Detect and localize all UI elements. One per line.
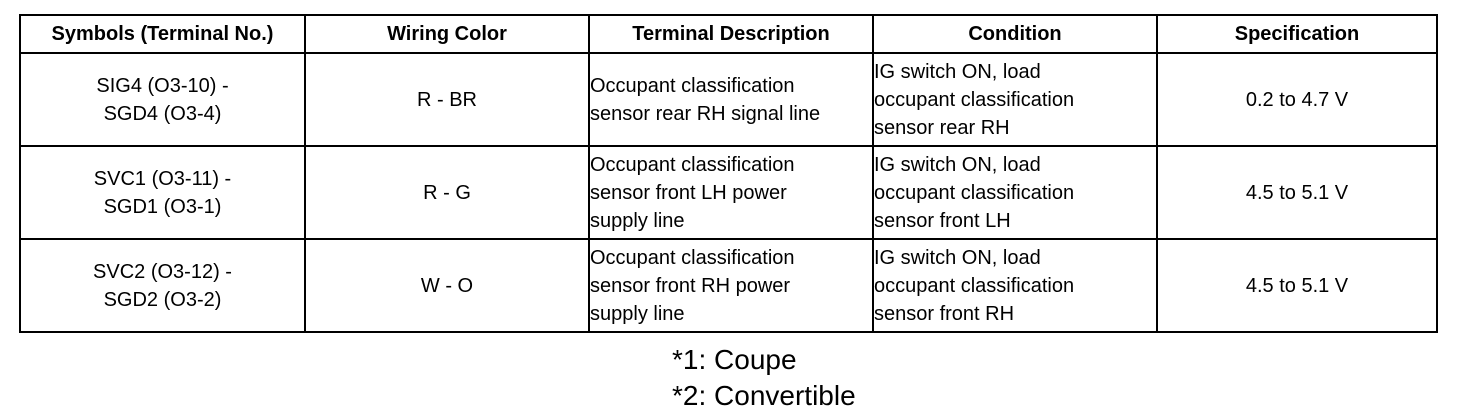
symbols-line: SGD2 (O3-2): [103, 288, 222, 311]
footnote-coupe: *1: Coupe: [672, 344, 797, 375]
description-cell: [589, 146, 873, 239]
condition-line: IG switch ON, load: [874, 153, 1041, 176]
condition-line: sensor front RH: [874, 302, 1015, 325]
description-line: supply line: [590, 302, 685, 325]
symbols-line: SGD1 (O3-1): [103, 195, 222, 218]
condition-cell: [873, 53, 1157, 146]
description-cell: [589, 239, 873, 332]
condition-line: occupant classification: [874, 88, 1075, 111]
specification-cell: 4.5 to 5.1 V: [1157, 239, 1437, 332]
description-line: Occupant classification: [590, 74, 795, 97]
symbols-cell: [20, 53, 305, 146]
condition-line: occupant classification: [874, 274, 1075, 297]
description-line: Occupant classification: [590, 153, 795, 176]
description-line: supply line: [590, 209, 685, 232]
condition-line: sensor rear RH: [874, 116, 1010, 139]
symbols-line: SVC2 (O3-12) -: [93, 260, 232, 283]
description-cell: [589, 53, 873, 146]
footnotes: [672, 342, 856, 414]
condition-line: IG switch ON, load: [874, 60, 1041, 83]
wiring-color-cell: W - O: [305, 239, 589, 332]
symbols-line: SGD4 (O3-4): [103, 102, 222, 125]
specification-cell: 0.2 to 4.7 V: [1157, 53, 1437, 146]
condition-line: IG switch ON, load: [874, 246, 1041, 269]
footnote-convertible: *2: Convertible: [672, 380, 856, 411]
header-specification: Specification: [1157, 15, 1437, 53]
wiring-color-cell: R - BR: [305, 53, 589, 146]
symbols-cell: [20, 146, 305, 239]
specification-cell: 4.5 to 5.1 V: [1157, 146, 1437, 239]
condition-line: sensor front LH: [874, 209, 1011, 232]
wiring-color-cell: R - G: [305, 146, 589, 239]
condition-cell: [873, 239, 1157, 332]
symbols-line: SIG4 (O3-10) -: [96, 74, 229, 97]
header-symbols: Symbols (Terminal No.): [20, 15, 305, 53]
header-wiring-color: Wiring Color: [305, 15, 589, 53]
table-row: [20, 146, 1437, 239]
table-row: [20, 239, 1437, 332]
table-header-row: [20, 15, 1437, 53]
condition-cell: [873, 146, 1157, 239]
header-terminal-description: Terminal Description: [589, 15, 873, 53]
terminal-spec-table: [19, 14, 1438, 333]
description-line: sensor front RH power: [590, 274, 791, 297]
description-line: Occupant classification: [590, 246, 795, 269]
table-row: [20, 53, 1437, 146]
condition-line: occupant classification: [874, 181, 1075, 204]
header-condition: Condition: [873, 15, 1157, 53]
description-line: sensor front LH power: [590, 181, 787, 204]
symbols-line: SVC1 (O3-11) -: [93, 167, 232, 190]
symbols-cell: [20, 239, 305, 332]
description-line: sensor rear RH signal line: [590, 102, 821, 125]
